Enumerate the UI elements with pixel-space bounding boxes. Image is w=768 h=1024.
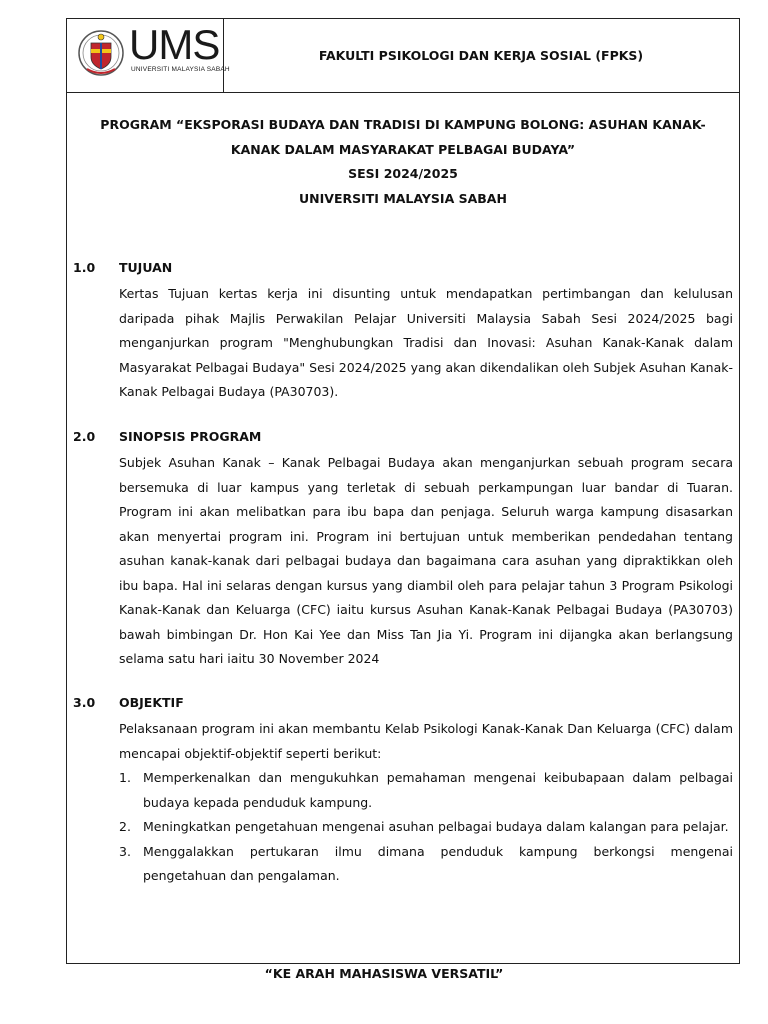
section-title: TUJUAN [119, 260, 173, 275]
section-number: 1.0 [73, 260, 96, 275]
section-number: 3.0 [73, 695, 96, 710]
logo-text: UMS [129, 21, 220, 68]
section-heading [67, 260, 739, 282]
list-item [119, 840, 733, 889]
list-text: Meningkatkan pengetahuan mengenai asuhan pelbagai budaya dalam kalangan para pelajar. [143, 819, 729, 834]
list-number: 1. [119, 770, 131, 785]
section-title: OBJEKTIF [119, 695, 184, 710]
title-line-4: UNIVERSITI MALAYSIA SABAH [299, 190, 507, 206]
section-paragraph: Subjek Asuhan Kanak – Kanak Pelbagai Budaya akan menganjurkan sebuah program secara bersemuka di luar kampus yang terletak di sebuah perkampungan luar bandar di Tuaran. Program ini akan melibatkan para ibu bapa dan penjaga. Seluruh warga kampung disasarkan akan menyertai program ini. Program ini bertujuan untuk memberikan pendedahan tentang asuhan kanak-kanak dari pelbagai budaya dan bagaimana cara asuhan yang dipraktikkan oleh ibu bapa. Hal ini selaras dengan kursus yang diambil oleh para pelajar tahun 3 Program Psikologi Kanak-Kanak dan Keluarga (CFC) iaitu kursus Asuhan Kanak-Kanak Pelbagai Budaya (PA30703) bawah bimbingan Dr. Hon Kai Yee dan Miss Tan Jia Yi. Program ini dijangka akan berlangsung selama satu hari iaitu 30 November 2024 [119, 455, 733, 666]
list-item [119, 766, 733, 815]
university-crest-icon [77, 25, 125, 81]
list-item [119, 815, 733, 840]
letterhead [67, 19, 739, 93]
footer-motto: “KE ARAH MAHASISWA VERSATIL” [264, 966, 504, 981]
logo-subtitle: UNIVERSITI MALAYSIA SABAH [131, 66, 230, 73]
document-frame [66, 18, 740, 964]
list-number: 3. [119, 843, 131, 859]
list-text: Memperkenalkan dan mengukuhkan pemahaman mengenai keibubapaan dalam pelbagai budaya kepada penduduk kampung. [143, 770, 733, 810]
logo-cell [67, 19, 230, 92]
section-number: 2.0 [73, 429, 96, 444]
section-heading [67, 695, 739, 717]
title-line-1: PROGRAM “EKSPORASI BUDAYA DAN TRADISI DI KAMPUNG BOLONG: ASUHAN KANAK- [100, 117, 706, 132]
section-tujuan [67, 260, 739, 405]
list-text: Menggalakkan pertukaran ilmu dimana penduduk kampung berkongsi mengenai pengetahuan dan pengalaman. [143, 843, 733, 883]
title-line-2: KANAK DALAM MASYARAKAT PELBAGAI BUDAYA” [230, 141, 576, 157]
faculty-name: FAKULTI PSIKOLOGI DAN KERJA SOSIAL (FPKS) [318, 48, 644, 63]
title-line-3: SESI 2024/2025 [348, 166, 458, 181]
section-objektif [67, 695, 739, 889]
section-title: SINOPSIS PROGRAM [119, 429, 262, 444]
document-title [67, 113, 739, 211]
section-paragraph: Kertas Tujuan kertas kerja ini disunting untuk mendapatkan pertimbangan dan kelulusan daripada pihak Majlis Perwakilan Pelajar Universiti Malaysia Sabah Sesi 2024/2025 bagi menganjurkan program "Menghubungkan Tradisi dan Inovasi: Asuhan Kanak-Kanak dalam Masyarakat Pelbagai Budaya" Sesi 2024/2025 yang akan dikendalikan oleh Subjek Asuhan Kanak-Kanak Pelbagai Budaya (PA30703). [119, 286, 733, 399]
section-heading [67, 429, 739, 451]
objective-list [119, 766, 733, 889]
section-sinopsis [67, 429, 739, 672]
section-paragraph: Pelaksanaan program ini akan membantu Kelab Psikologi Kanak-Kanak Dan Keluarga (CFC) dalam mencapai objektif-objektif seperti berikut: [119, 721, 733, 761]
list-number: 2. [119, 819, 131, 834]
